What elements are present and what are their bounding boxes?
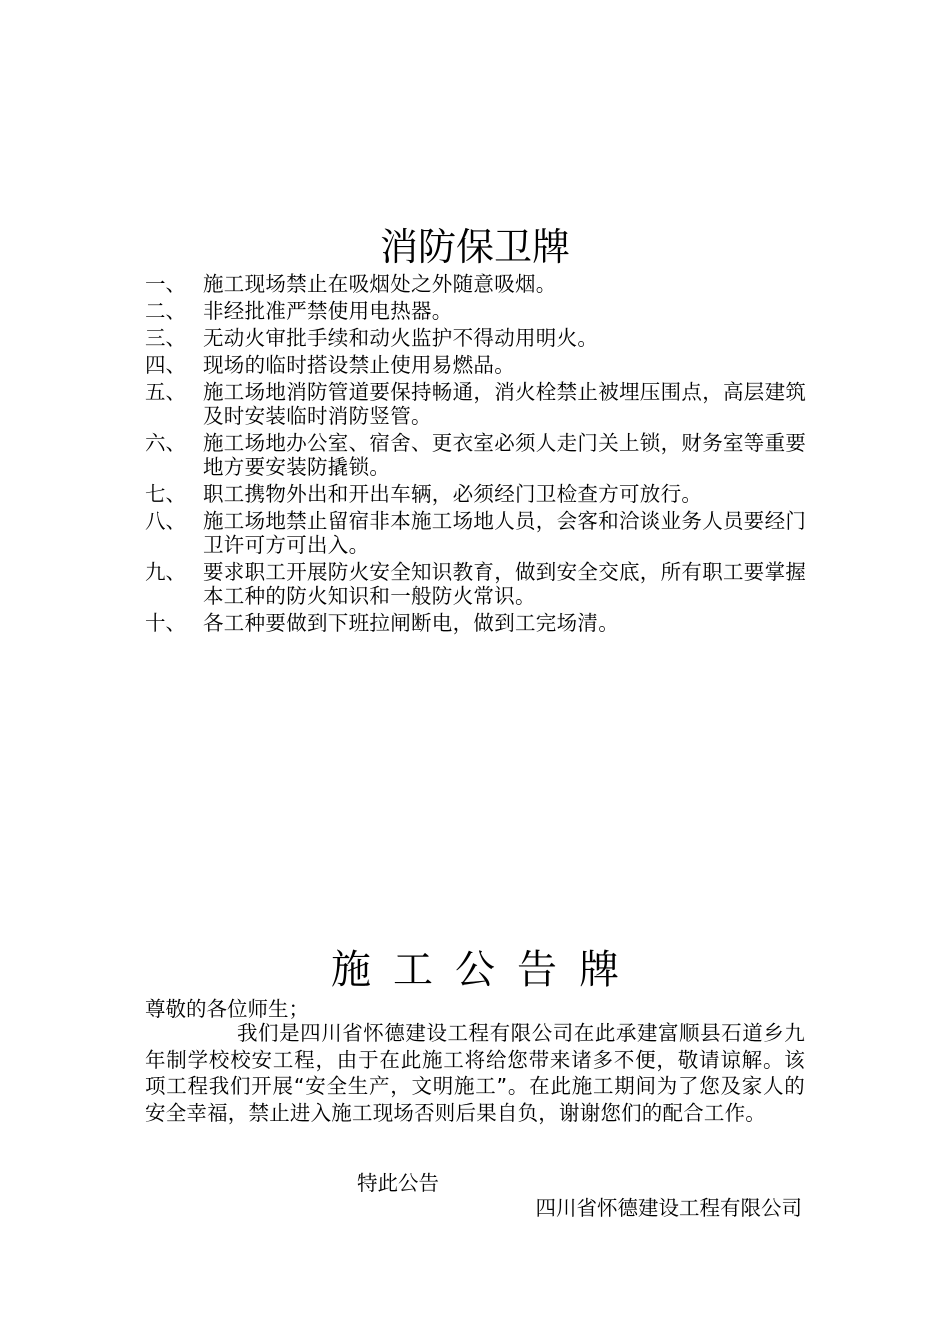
fire-rule-item — [145, 431, 815, 479]
fire-rule-item — [145, 299, 815, 323]
fire-rule-item — [145, 560, 815, 608]
rule-text: 非经批准严禁使用电热器。 — [203, 299, 453, 323]
fire-rule-item — [145, 482, 815, 506]
rule-text: 职工携物外出和开出车辆，必须经门卫检查方可放行。 — [203, 482, 703, 506]
rule-number: 一、 — [145, 272, 186, 296]
rule-text: 施工现场禁止在吸烟处之外随意吸烟。 — [203, 272, 557, 296]
fire-notice-title: 消防保卫牌 — [379, 225, 570, 269]
rule-text: 现场的临时搭设禁止使用易燃品。 — [203, 353, 515, 377]
rule-text: 施工场地办公室、宿舍、更衣室必须人走门关上锁，财务室等重要地方要安装防撬锁。 — [203, 431, 807, 479]
fire-rule-item — [145, 509, 815, 557]
rule-number: 六、 — [145, 431, 186, 455]
rule-text: 无动火审批手续和动火监护不得动用明火。 — [203, 326, 599, 350]
rule-text: 施工场地消防管道要保持畅通，消火栓禁止被埋压围点，高层建筑及时安装临时消防竖管。 — [203, 380, 807, 428]
rule-text: 要求职工开展防火安全知识教育，做到安全交底，所有职工要掌握本工种的防火知识和一般防火常识。 — [203, 560, 807, 608]
rule-text: 各工种要做到下班拉闸断电，做到工完场清。 — [203, 611, 619, 635]
fire-rule-item — [145, 326, 815, 350]
rule-number: 七、 — [145, 482, 186, 506]
rule-number: 五、 — [145, 380, 186, 404]
rule-number: 二、 — [145, 299, 186, 323]
construction-notice-title: 施工公告牌 — [331, 947, 641, 993]
rule-number: 十、 — [145, 611, 186, 635]
fire-rule-item — [145, 272, 815, 296]
fire-rules-list — [145, 272, 815, 638]
company-signature: 四川省怀德建设工程有限公司 — [535, 1196, 802, 1220]
rule-text: 施工场地禁止留宿非本施工场地人员，会客和洽谈业务人员要经门卫许可方可出入。 — [203, 509, 807, 557]
rule-number: 四、 — [145, 353, 186, 377]
rule-number: 三、 — [145, 326, 186, 350]
rule-number: 八、 — [145, 509, 186, 533]
fire-rule-item — [145, 380, 815, 428]
fire-rule-item — [145, 353, 815, 377]
fire-rule-item — [145, 611, 815, 635]
greeting: 尊敬的各位师生； — [145, 997, 309, 1021]
notice-body: 我们是四川省怀德建设工程有限公司在此承建富顺县石道乡九年制学校校安工程，由于在此施工将给您带来诸多不便，敬请谅解。该项工程我们开展“安全生产，文明施工”。在此施工期间为了您及家人的安全幸福，禁止进入施工现场否则后果自负，谢谢您们的配合工作。 — [145, 1021, 805, 1125]
rule-number: 九、 — [145, 560, 186, 584]
closing-line: 特此公告 — [357, 1171, 439, 1195]
